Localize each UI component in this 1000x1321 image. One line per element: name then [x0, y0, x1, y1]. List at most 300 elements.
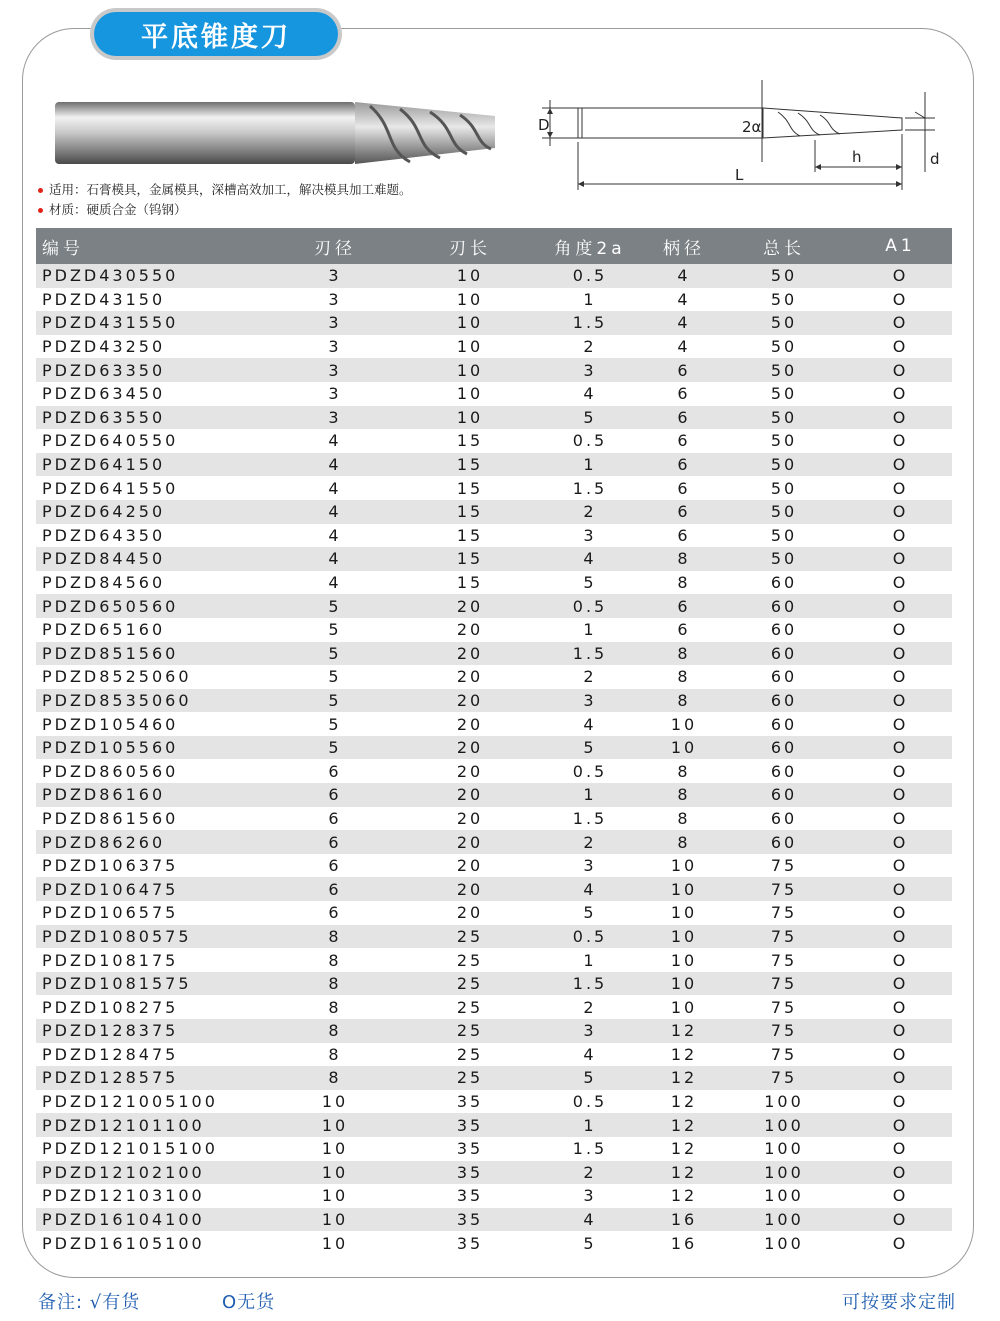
table-cell: O [892, 596, 909, 616]
table-cell: 50 [770, 289, 798, 309]
table-cell: 6 [677, 596, 691, 616]
footer-custom: 可按要求定制 [842, 1292, 956, 1313]
table-cell: 20 [456, 856, 484, 876]
table-cell: 50 [770, 384, 798, 404]
table-cell: PDZD851560 [42, 643, 179, 663]
table-row [36, 995, 952, 1019]
table-row [36, 1137, 952, 1161]
table-cell: O [892, 761, 909, 781]
dim-L-label: L [735, 166, 744, 184]
table-cell: 60 [770, 573, 798, 593]
dim-D-label: D [538, 116, 550, 134]
table-row [36, 1090, 952, 1114]
table-row [36, 1019, 952, 1043]
table-cell: 1.5 [572, 313, 608, 333]
table-cell: 0.5 [572, 761, 608, 781]
table-row [36, 807, 952, 831]
table-cell: 10 [321, 1092, 349, 1112]
table-row [36, 311, 952, 335]
spec-table [36, 228, 952, 1255]
table-cell: 3 [328, 313, 342, 333]
table-cell: 12 [670, 1092, 698, 1112]
table-cell: 20 [456, 785, 484, 805]
table-cell: 12 [670, 1115, 698, 1135]
table-cell: 6 [677, 407, 691, 427]
table-cell: 8 [328, 926, 342, 946]
table-cell: O [892, 1115, 909, 1135]
tool-drawing [530, 72, 955, 192]
table-cell: 3 [583, 690, 597, 710]
table-row [36, 830, 952, 854]
table-row [36, 453, 952, 477]
table-cell: 6 [328, 785, 342, 805]
table-cell: PDZD105460 [42, 714, 179, 734]
table-cell: 5 [328, 667, 342, 687]
table-cell: 20 [456, 596, 484, 616]
table-cell: 20 [456, 832, 484, 852]
table-cell: 3 [328, 384, 342, 404]
table-cell: O [892, 313, 909, 333]
table-cell: 3 [583, 1186, 597, 1206]
table-cell: PDZD12101100 [42, 1115, 205, 1135]
table-cell: 6 [677, 455, 691, 475]
table-cell: PDZD84560 [42, 573, 166, 593]
table-cell: 3 [328, 289, 342, 309]
table-cell: 60 [770, 808, 798, 828]
table-cell: PDZD16105100 [42, 1233, 205, 1253]
table-cell: 6 [677, 502, 691, 522]
table-cell: 20 [456, 879, 484, 899]
table-cell: 10 [670, 879, 698, 899]
table-cell: 4 [583, 879, 597, 899]
table-cell: O [892, 808, 909, 828]
table-cell: 6 [677, 620, 691, 640]
table-cell: PDZD16104100 [42, 1210, 205, 1230]
table-cell: 12 [670, 1044, 698, 1064]
table-header [36, 228, 952, 264]
table-cell: 12 [670, 1021, 698, 1041]
table-cell: 1 [583, 620, 597, 640]
table-cell: 10 [456, 337, 484, 357]
table-row [36, 429, 952, 453]
table-cell: 4 [583, 1044, 597, 1064]
table-cell: 6 [677, 478, 691, 498]
table-cell: 20 [456, 903, 484, 923]
table-cell: 15 [456, 431, 484, 451]
table-cell: 3 [328, 337, 342, 357]
table-row [36, 264, 952, 288]
table-cell: 3 [583, 360, 597, 380]
table-cell: O [892, 690, 909, 710]
table-cell: O [892, 620, 909, 640]
table-cell: 15 [456, 525, 484, 545]
table-cell: 10 [456, 313, 484, 333]
table-cell: 5 [583, 903, 597, 923]
table-cell: 1 [583, 785, 597, 805]
table-cell: 20 [456, 690, 484, 710]
table-cell: O [892, 1044, 909, 1064]
table-cell: 75 [770, 903, 798, 923]
table-cell: 4 [583, 714, 597, 734]
table-cell: 5 [583, 738, 597, 758]
table-cell: 20 [456, 620, 484, 640]
footer-none: O无货 [222, 1292, 276, 1313]
table-cell: 4 [583, 384, 597, 404]
table-cell: PDZD106375 [42, 856, 179, 876]
table-cell: 5 [328, 690, 342, 710]
table-cell: 5 [328, 714, 342, 734]
table-cell: PDZD430550 [42, 266, 179, 286]
table-cell: 0.5 [572, 431, 608, 451]
table-cell: 25 [456, 926, 484, 946]
table-cell: O [892, 455, 909, 475]
table-cell: 50 [770, 502, 798, 522]
table-cell: 35 [456, 1186, 484, 1206]
table-cell: 15 [456, 455, 484, 475]
table-cell: PDZD1080575 [42, 926, 192, 946]
table-cell: 10 [456, 266, 484, 286]
table-cell: 2 [583, 502, 597, 522]
bullet-icon [38, 208, 43, 213]
table-cell: 60 [770, 596, 798, 616]
dim-d-label: d [930, 150, 940, 168]
table-cell: 60 [770, 643, 798, 663]
table-cell: PDZD106575 [42, 903, 179, 923]
table-cell: 10 [670, 950, 698, 970]
table-cell: 75 [770, 1021, 798, 1041]
table-cell: 100 [764, 1139, 804, 1159]
table-cell: O [892, 478, 909, 498]
table-cell: 6 [677, 431, 691, 451]
table-row [36, 1066, 952, 1090]
notes [38, 180, 412, 220]
table-cell: O [892, 785, 909, 805]
table-cell: O [892, 360, 909, 380]
table-cell: 20 [456, 738, 484, 758]
table-row [36, 1113, 952, 1137]
table-cell: 8 [328, 1021, 342, 1041]
table-row [36, 854, 952, 878]
table-cell: 3 [583, 525, 597, 545]
title-tab [90, 8, 342, 60]
table-cell: 8 [677, 832, 691, 852]
table-cell: 6 [677, 360, 691, 380]
table-cell: 50 [770, 431, 798, 451]
table-cell: 35 [456, 1092, 484, 1112]
table-cell: O [892, 502, 909, 522]
table-cell: 50 [770, 337, 798, 357]
table-row [36, 571, 952, 595]
table-cell: 60 [770, 832, 798, 852]
table-cell: PDZD63350 [42, 360, 166, 380]
table-cell: 2 [583, 1162, 597, 1182]
table-cell: 8 [677, 761, 691, 781]
table-cell: PDZD431550 [42, 313, 179, 333]
table-cell: 8 [677, 573, 691, 593]
table-cell: 20 [456, 808, 484, 828]
table-cell: 12 [670, 1162, 698, 1182]
table-cell: PDZD108175 [42, 950, 179, 970]
tool-photo [55, 98, 500, 168]
table-cell: 60 [770, 714, 798, 734]
table-cell: 0.5 [572, 596, 608, 616]
table-cell: 3 [583, 1021, 597, 1041]
table-cell: 25 [456, 974, 484, 994]
table-cell: PDZD128475 [42, 1044, 179, 1064]
table-row [36, 689, 952, 713]
table-cell: O [892, 714, 909, 734]
table-row [36, 406, 952, 430]
table-cell: 10 [321, 1233, 349, 1253]
table-cell: 10 [321, 1139, 349, 1159]
table-cell: 6 [328, 903, 342, 923]
table-cell: O [892, 549, 909, 569]
table-cell: 50 [770, 407, 798, 427]
table-cell: 5 [328, 620, 342, 640]
dim-h-label: h [852, 148, 862, 166]
table-cell: 35 [456, 1210, 484, 1230]
table-cell: 15 [456, 502, 484, 522]
table-cell: 16 [670, 1233, 698, 1253]
table-cell: 3 [583, 856, 597, 876]
table-row [36, 665, 952, 689]
table-cell: 20 [456, 714, 484, 734]
table-cell: 4 [677, 313, 691, 333]
table-cell: 10 [670, 856, 698, 876]
table-cell: 5 [583, 407, 597, 427]
table-cell: 5 [583, 573, 597, 593]
table-cell: 5 [328, 738, 342, 758]
page-title: 平底锥度刀 [94, 12, 338, 56]
table-cell: 0.5 [572, 1092, 608, 1112]
table-cell: 4 [328, 431, 342, 451]
table-cell: O [892, 738, 909, 758]
table-cell: 50 [770, 360, 798, 380]
table-cell: O [892, 266, 909, 286]
table-cell: 4 [677, 266, 691, 286]
table-cell: PDZD8525060 [42, 667, 192, 687]
table-row [36, 358, 952, 382]
table-cell: 25 [456, 997, 484, 1017]
table-cell: 60 [770, 690, 798, 710]
table-cell: 10 [456, 360, 484, 380]
table-cell: O [892, 573, 909, 593]
table-cell: O [892, 1021, 909, 1041]
table-cell: PDZD12102100 [42, 1162, 205, 1182]
table-row [36, 594, 952, 618]
table-cell: 8 [677, 549, 691, 569]
table-cell: 10 [670, 997, 698, 1017]
table-cell: 20 [456, 643, 484, 663]
table-cell: PDZD121005100 [42, 1092, 218, 1112]
table-cell: 6 [328, 761, 342, 781]
table-cell: 75 [770, 856, 798, 876]
table-cell: 60 [770, 761, 798, 781]
table-cell: PDZD64350 [42, 525, 166, 545]
table-cell: 10 [670, 903, 698, 923]
table-cell: O [892, 1210, 909, 1230]
table-cell: 12 [670, 1068, 698, 1088]
table-cell: 10 [670, 714, 698, 734]
table-cell: PDZD43250 [42, 337, 166, 357]
table-cell: 8 [677, 808, 691, 828]
table-cell: 1.5 [572, 808, 608, 828]
table-cell: O [892, 926, 909, 946]
table-cell: 1.5 [572, 478, 608, 498]
table-cell: O [892, 431, 909, 451]
table-cell: O [892, 879, 909, 899]
table-cell: 12 [670, 1139, 698, 1159]
table-row [36, 335, 952, 359]
table-cell: 75 [770, 974, 798, 994]
table-cell: 10 [456, 407, 484, 427]
table-cell: O [892, 667, 909, 687]
table-cell: 1 [583, 455, 597, 475]
table-cell: 6 [328, 856, 342, 876]
table-cell: O [892, 289, 909, 309]
table-cell: O [892, 950, 909, 970]
table-cell: 100 [764, 1092, 804, 1112]
table-cell: 50 [770, 478, 798, 498]
table-cell: 10 [321, 1186, 349, 1206]
table-cell: 10 [670, 926, 698, 946]
table-cell: 6 [677, 384, 691, 404]
table-cell: 10 [670, 974, 698, 994]
table-cell: PDZD86260 [42, 832, 166, 852]
header-a1: A1 [885, 236, 916, 256]
header-code: 编号 [42, 238, 84, 259]
table-cell: 5 [328, 643, 342, 663]
table-cell: PDZD64250 [42, 502, 166, 522]
table-cell: O [892, 856, 909, 876]
table-row [36, 712, 952, 736]
table-cell: 0.5 [572, 926, 608, 946]
table-row [36, 877, 952, 901]
table-body [36, 264, 952, 1255]
table-cell: 35 [456, 1139, 484, 1159]
table-cell: 8 [328, 950, 342, 970]
table-cell: PDZD63550 [42, 407, 166, 427]
table-row [36, 382, 952, 406]
table-cell: 100 [764, 1162, 804, 1182]
table-cell: 10 [456, 384, 484, 404]
table-cell: 12 [670, 1186, 698, 1206]
table-cell: PDZD84450 [42, 549, 166, 569]
table-row [36, 1208, 952, 1232]
table-cell: 10 [456, 289, 484, 309]
table-cell: 15 [456, 478, 484, 498]
table-cell: 1.5 [572, 643, 608, 663]
table-row [36, 476, 952, 500]
table-cell: 20 [456, 761, 484, 781]
table-row [36, 618, 952, 642]
header-shank-diameter: 柄径 [663, 238, 705, 259]
table-cell: 60 [770, 667, 798, 687]
table-cell: 20 [456, 667, 484, 687]
table-cell: 1 [583, 1115, 597, 1135]
table-row [36, 783, 952, 807]
table-cell: 2 [583, 337, 597, 357]
table-cell: O [892, 1092, 909, 1112]
table-cell: 25 [456, 1021, 484, 1041]
table-cell: PDZD860560 [42, 761, 179, 781]
table-cell: 60 [770, 785, 798, 805]
table-cell: 4 [328, 549, 342, 569]
table-cell: 2 [583, 997, 597, 1017]
table-cell: PDZD64150 [42, 455, 166, 475]
table-cell: O [892, 337, 909, 357]
header-total-length: 总长 [763, 238, 805, 259]
table-cell: 8 [677, 690, 691, 710]
table-cell: 75 [770, 926, 798, 946]
table-cell: 6 [677, 525, 691, 545]
table-cell: 25 [456, 950, 484, 970]
table-cell: 35 [456, 1115, 484, 1135]
table-cell: O [892, 384, 909, 404]
table-cell: PDZD12103100 [42, 1186, 205, 1206]
table-cell: O [892, 1068, 909, 1088]
table-row [36, 642, 952, 666]
table-cell: 8 [328, 997, 342, 1017]
table-cell: 3 [328, 266, 342, 286]
table-cell: 50 [770, 313, 798, 333]
table-cell: 35 [456, 1233, 484, 1253]
table-cell: 4 [328, 525, 342, 545]
table-cell: 75 [770, 1044, 798, 1064]
table-cell: 2 [583, 667, 597, 687]
table-cell: 100 [764, 1115, 804, 1135]
table-cell: 8 [677, 785, 691, 805]
table-cell: 6 [328, 832, 342, 852]
table-cell: PDZD641550 [42, 478, 179, 498]
table-cell: 0.5 [572, 266, 608, 286]
table-cell: 4 [583, 549, 597, 569]
table-cell: 35 [456, 1162, 484, 1182]
table-cell: PDZD128375 [42, 1021, 179, 1041]
table-cell: 60 [770, 620, 798, 640]
table-cell: O [892, 1139, 909, 1159]
table-cell: 10 [670, 738, 698, 758]
table-cell: 8 [677, 667, 691, 687]
table-cell: O [892, 974, 909, 994]
table-row [36, 500, 952, 524]
table-cell: 4 [328, 573, 342, 593]
table-cell: 4 [328, 455, 342, 475]
table-row [36, 759, 952, 783]
bullet-icon [38, 188, 43, 193]
table-cell: 5 [583, 1233, 597, 1253]
table-cell: 50 [770, 549, 798, 569]
table-cell: 50 [770, 455, 798, 475]
table-row [36, 736, 952, 760]
table-row [36, 1043, 952, 1067]
table-cell: 6 [328, 879, 342, 899]
table-cell: PDZD861560 [42, 808, 179, 828]
table-cell: 2 [583, 832, 597, 852]
table-cell: 100 [764, 1233, 804, 1253]
table-cell: 75 [770, 1068, 798, 1088]
table-cell: PDZD106475 [42, 879, 179, 899]
table-cell: 25 [456, 1044, 484, 1064]
table-cell: 4 [328, 502, 342, 522]
table-cell: 16 [670, 1210, 698, 1230]
dim-angle-label: 2α [742, 118, 762, 136]
table-cell: 15 [456, 573, 484, 593]
table-cell: 4 [677, 289, 691, 309]
table-cell: O [892, 997, 909, 1017]
table-cell: 10 [321, 1210, 349, 1230]
table-cell: PDZD640550 [42, 431, 179, 451]
